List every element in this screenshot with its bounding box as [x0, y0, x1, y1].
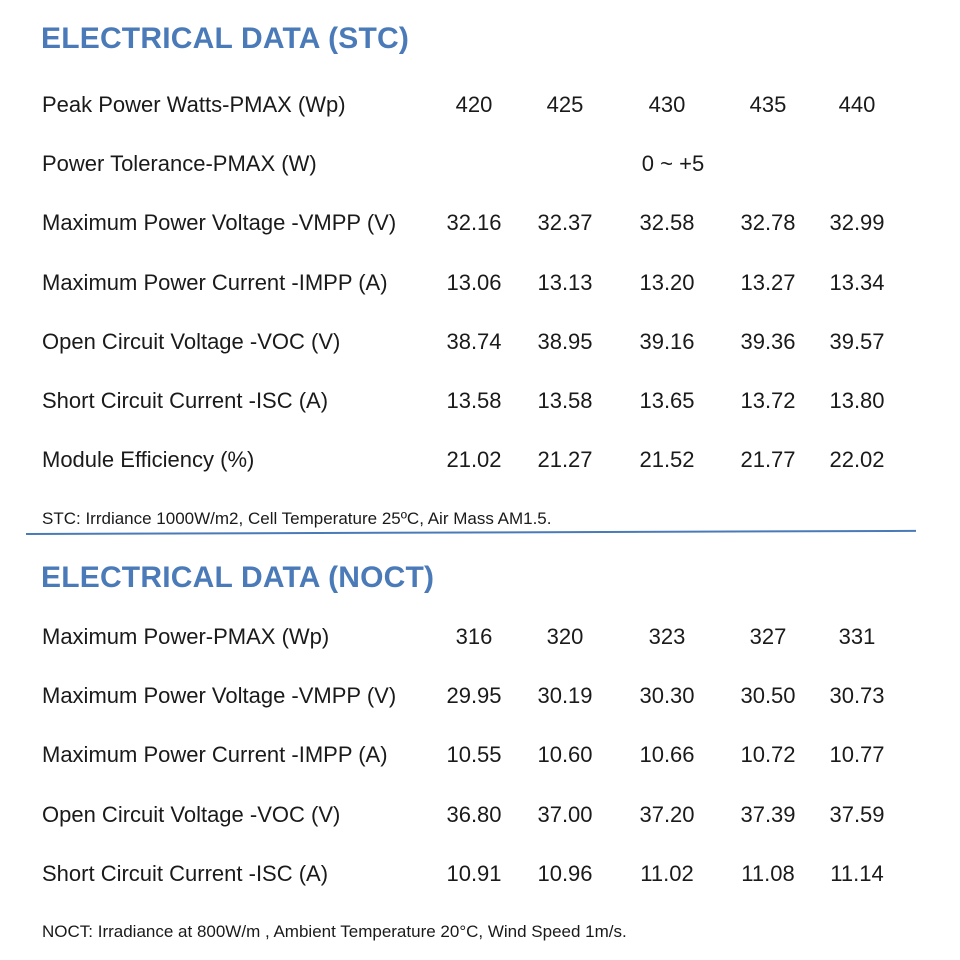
row-value: 435	[749, 92, 787, 117]
row-value: 440	[838, 92, 876, 117]
row-value: 32.78	[740, 210, 796, 236]
row-value: 30.50	[740, 683, 796, 709]
row-value: 323	[648, 624, 686, 649]
table-row	[0, 90, 960, 120]
table-row	[0, 445, 960, 475]
row-value: 10.77	[829, 742, 885, 768]
stc-conditions-note: STC: Irrdiance 1000W/m2, Cell Temperature 25ºC, Air Mass AM1.5.	[42, 509, 552, 528]
stc-section-title: ELECTRICAL DATA (STC)	[41, 22, 410, 55]
row-label: Open Circuit Voltage -VOC (V)	[42, 801, 341, 827]
row-value: 420	[455, 92, 493, 117]
row-value: 39.57	[829, 328, 885, 354]
row-value: 38.74	[446, 328, 502, 354]
row-value: 22.02	[829, 447, 885, 473]
row-value: 316	[455, 624, 493, 649]
row-value: 32.16	[446, 210, 502, 236]
row-value: 37.39	[740, 801, 796, 827]
row-value: 30.30	[639, 683, 695, 709]
table-row	[0, 740, 960, 770]
row-value: 0 ~ +5	[641, 151, 705, 177]
row-value: 10.66	[639, 742, 695, 768]
row-value: 13.65	[639, 388, 695, 413]
row-value: 13.06	[446, 269, 502, 295]
row-value: 13.72	[740, 388, 796, 413]
row-value: 10.55	[446, 742, 502, 768]
table-row	[0, 859, 960, 889]
row-value: 13.80	[829, 388, 885, 413]
noct-section-title: ELECTRICAL DATA (NOCT)	[41, 561, 435, 594]
table-row	[0, 149, 960, 179]
row-label: Maximum Power Voltage -VMPP (V)	[42, 683, 397, 709]
row-value: 13.27	[740, 269, 796, 295]
row-label: Short Circuit Current -ISC (A)	[42, 860, 329, 886]
row-value: 38.95	[537, 328, 593, 354]
row-value: 30.19	[537, 683, 593, 709]
row-value: 39.16	[639, 328, 695, 354]
row-value: 11.14	[830, 860, 884, 886]
noct-conditions-note: NOCT: Irradiance at 800W/m , Ambient Temperature 20°C, Wind Speed 1m/s.	[42, 922, 627, 941]
row-value: 32.99	[829, 210, 885, 236]
section-divider	[26, 530, 916, 535]
row-label: Short Circuit Current -ISC (A)	[42, 388, 329, 413]
table-row	[0, 268, 960, 298]
table-row	[0, 386, 960, 416]
row-value: 37.20	[639, 801, 695, 827]
row-value: 10.60	[537, 742, 593, 768]
row-value: 13.20	[639, 269, 695, 295]
row-value: 425	[546, 92, 584, 117]
row-value: 320	[546, 624, 584, 649]
row-value: 10.96	[537, 860, 593, 886]
row-value: 13.34	[829, 269, 885, 295]
row-value: 21.77	[740, 447, 796, 473]
row-value: 10.91	[446, 860, 502, 886]
row-value: 21.27	[537, 447, 593, 473]
row-value: 37.00	[537, 801, 593, 827]
row-value: 30.73	[829, 683, 885, 709]
row-label: Power Tolerance-PMAX (W)	[42, 151, 317, 177]
row-value: 37.59	[829, 801, 885, 827]
row-label: Module Efficiency (%)	[42, 447, 255, 473]
row-value: 21.52	[639, 447, 695, 473]
row-label: Maximum Power Voltage -VMPP (V)	[42, 210, 397, 236]
table-row	[0, 681, 960, 711]
row-label: Peak Power Watts-PMAX (Wp)	[42, 92, 346, 117]
row-value: 327	[749, 624, 787, 649]
table-row	[0, 208, 960, 238]
row-value: 36.80	[446, 801, 502, 827]
table-row	[0, 327, 960, 357]
row-value: 11.08	[741, 860, 795, 886]
row-value: 331	[838, 624, 876, 649]
row-value: 13.13	[537, 269, 593, 295]
row-label: Maximum Power Current -IMPP (A)	[42, 742, 388, 768]
row-value: 10.72	[740, 742, 796, 768]
row-value: 21.02	[446, 447, 502, 473]
table-row	[0, 622, 960, 652]
row-value: 32.37	[537, 210, 593, 236]
row-value: 13.58	[537, 388, 593, 413]
row-value: 430	[648, 92, 686, 117]
row-value: 11.02	[640, 860, 694, 886]
row-value: 32.58	[639, 210, 695, 236]
row-value: 13.58	[446, 388, 502, 413]
table-row	[0, 800, 960, 830]
row-label: Maximum Power Current -IMPP (A)	[42, 269, 388, 295]
row-label: Maximum Power-PMAX (Wp)	[42, 624, 330, 649]
row-value: 39.36	[740, 328, 796, 354]
row-value: 29.95	[446, 683, 502, 709]
row-label: Open Circuit Voltage -VOC (V)	[42, 328, 341, 354]
